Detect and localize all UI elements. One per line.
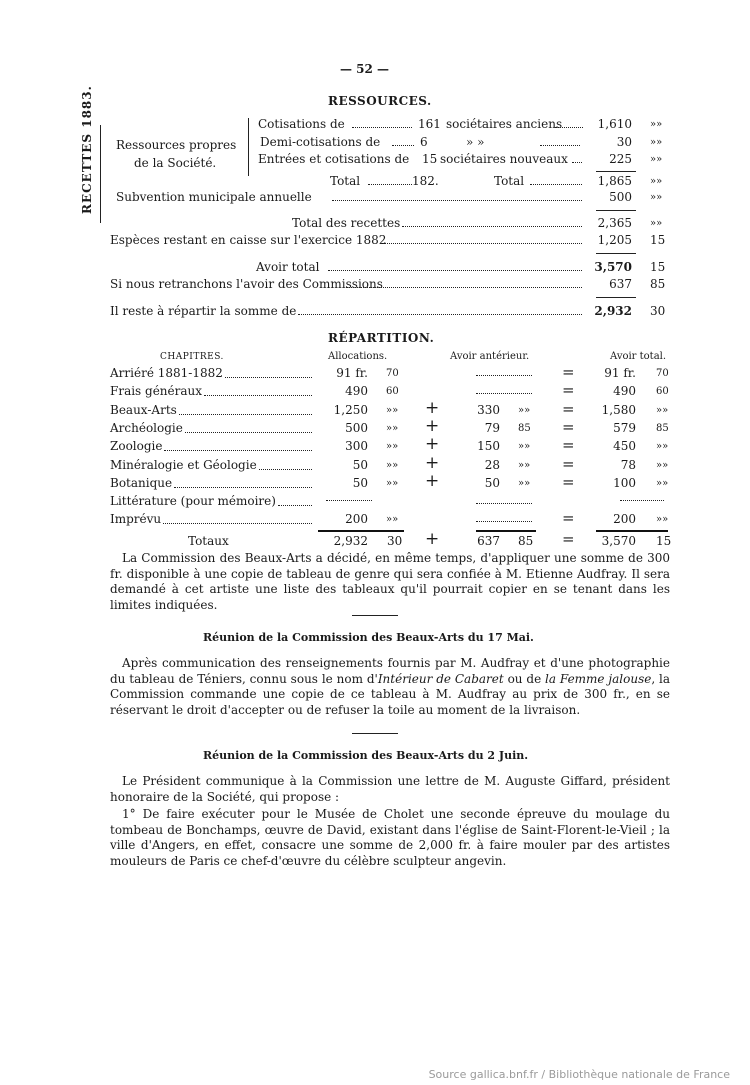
empty-dots	[476, 503, 532, 504]
totaux-equals-sign: =	[562, 530, 575, 548]
recettes-brace	[100, 125, 101, 223]
plus-sign: +	[425, 470, 440, 491]
leader-dots	[298, 314, 582, 315]
leader-dots	[380, 243, 582, 244]
leader-dots	[164, 450, 312, 451]
row-cents: »»	[650, 154, 663, 165]
total-cents: »»	[656, 404, 669, 416]
totaux-rule-tot	[596, 530, 668, 532]
leader-dots	[555, 127, 583, 128]
leader-dots	[185, 432, 312, 433]
retranchons-label: Si nous retranchons l'avoir des Commissions	[110, 277, 383, 291]
allocation-cents: »»	[386, 477, 399, 489]
chapitre-label: Beaux-Arts	[110, 402, 177, 417]
leader-dots	[163, 523, 312, 524]
anterieur-value: 330	[477, 402, 500, 417]
leader-dots	[352, 127, 412, 128]
repartition-title: RÉPARTITION.	[328, 331, 435, 345]
plus-sign: +	[425, 415, 440, 436]
paragraph-commission-decision: La Commission des Beaux-Arts a décidé, en même temps, d'appliquer une somme de 300 fr. disponible à une copie de tableau de genre qui sera confiée à M. Etienne Audfray. Il sera demandé à cet artiste une liste des tableaux qu'il pourrait copier en se tenant dans les limites indiquées.	[110, 551, 670, 612]
totaux-alloc-cents: 30	[387, 534, 403, 548]
anterieur-cents: »»	[518, 441, 531, 453]
equals-sign: =	[562, 436, 575, 455]
totaux-tot-cents: 15	[656, 534, 672, 548]
row-label: Entrées et cotisations de	[258, 152, 410, 166]
allocation-cents: »»	[386, 459, 399, 471]
leader-dots	[392, 145, 414, 146]
text-part: , la Commission commande une copie de ce tableau à M. Audfray au prix de 300 fr., en se réservant le droit d'accepter ou de refuser la toile au moment de la livraison.	[110, 671, 670, 717]
row-label: Demi-cotisations de	[260, 135, 381, 149]
row-desc: sociétaires anciens	[446, 117, 563, 131]
total-value: 91 fr.	[604, 366, 636, 380]
allocation-value: 50	[352, 457, 368, 472]
totaux-ant: 637	[477, 534, 500, 548]
chapitre-label: Frais généraux	[110, 384, 203, 399]
total-cents: 85	[656, 422, 669, 434]
leader-dots	[402, 226, 582, 227]
paragraph-proposition-1: 1° De faire exécuter pour le Musée de Cholet une seconde épreuve du moulage du tombeau de Bonchamps, œuvre de David, existant dans l'église de Saint-Florent-le-Vieil ; la ville d'Angers, en effet, consacre une somme de 2,000 fr. à faire mouler par des artistes mouleurs de Paris ce chef-d'œuvre du célèbre sculpteur angevin.	[110, 807, 670, 868]
equals-sign: =	[562, 454, 575, 473]
especes-amount: 1,205	[597, 233, 632, 247]
equals-sign: =	[562, 417, 575, 436]
leader-dots	[346, 287, 582, 288]
especes-cents: 15	[650, 233, 666, 247]
total-value: 200	[613, 512, 636, 527]
row-count: 161	[418, 117, 441, 131]
text-part: Après communication des renseignements fournis par M. Audfray et d'une photographie du tableau de Téniers, connu sous le nom d'	[110, 656, 670, 686]
total-value: 100	[613, 475, 636, 490]
avoir-cents: 15	[650, 260, 666, 274]
allocation-cents: 60	[386, 386, 399, 398]
total-recettes-label: Total des recettes	[292, 216, 401, 230]
total-amount: 1,865	[597, 174, 632, 188]
total-value: 450	[613, 439, 636, 454]
totaux-plus-sign: +	[425, 529, 440, 549]
sum-rule	[596, 297, 636, 298]
allocation-value: 500	[345, 420, 368, 435]
recettes-side-label: RECETTES 1883.	[80, 85, 94, 214]
total-value-1: 182.	[412, 174, 439, 188]
chapitre-label: Littérature (pour mémoire)	[110, 494, 276, 509]
group-label-line-2: de la Société.	[134, 156, 217, 170]
row-cents: »»	[650, 119, 663, 130]
especes-label: Espèces restant en caisse sur l'exercice 1882	[110, 233, 387, 247]
paragraph-17-mai	[110, 656, 670, 718]
page-number: — 52 —	[340, 62, 390, 76]
anterieur-value: 50	[484, 475, 500, 490]
row-amount: 30	[616, 135, 632, 149]
leader-dots	[174, 487, 312, 488]
chapitre-label: Minéralogie et Géologie	[110, 457, 257, 472]
avoir-amount: 3,570	[594, 260, 632, 274]
anterieur-value: 150	[477, 439, 500, 454]
row-count: 6	[420, 135, 428, 149]
total-recettes-amount: 2,365	[597, 216, 632, 230]
retranchons-amount: 637	[609, 277, 632, 291]
section-heading-17-mai: Réunion de la Commission des Beaux-Arts du 17 Mai.	[203, 631, 534, 644]
row-amount: 225	[609, 152, 632, 166]
subvention-amount: 500	[609, 190, 632, 204]
anterieur-cents: 85	[518, 422, 531, 434]
equals-sign: =	[562, 399, 575, 418]
header-chapitres: CHAPITRES.	[160, 352, 224, 362]
section-heading-2-juin: Réunion de la Commission des Beaux-Arts du 2 Juin.	[203, 749, 529, 762]
leader-dots	[259, 469, 312, 470]
totaux-label: Totaux	[188, 534, 229, 548]
source-footer: Source gallica.bnf.fr / Bibliothèque nationale de France	[428, 1068, 730, 1081]
allocation-cents: 70	[386, 368, 399, 379]
leader-dots	[540, 145, 580, 146]
row-cents: »»	[650, 137, 663, 148]
allocation-cents: »»	[386, 514, 399, 526]
retranchons-cents: 85	[650, 277, 666, 291]
plus-sign: +	[425, 452, 440, 473]
plus-sign: +	[425, 397, 440, 418]
empty-dots	[476, 393, 532, 394]
row-count: 15	[422, 152, 438, 166]
equals-sign: =	[562, 472, 575, 491]
chapitre-label: Zoologie	[110, 439, 163, 454]
chapitre-label: Archéologie	[110, 420, 183, 435]
painting-alt-title: la Femme jalouse	[545, 671, 652, 686]
allocation-cents: »»	[386, 422, 399, 434]
leader-dots	[530, 184, 582, 185]
ressources-title: RESSOURCES.	[328, 94, 432, 108]
leader-dots	[328, 270, 582, 271]
total-label-2: Total	[494, 174, 525, 188]
header-total: Avoir total.	[610, 351, 667, 362]
total-cents: »»	[656, 459, 669, 471]
total-value: 78	[620, 457, 636, 472]
paragraph-president-lettre: Le Président communique à la Commission une lettre de M. Auguste Giffard, président honoraire de la Société, qui propose :	[110, 774, 670, 804]
subvention-cents: »»	[650, 192, 663, 203]
reste-amount: 2,932	[594, 304, 632, 318]
painting-title: Intérieur de Cabaret	[377, 671, 504, 686]
total-cents: 60	[656, 386, 669, 398]
anterieur-cents: »»	[518, 459, 531, 471]
anterieur-cents: »»	[518, 404, 531, 416]
plus-sign: +	[425, 434, 440, 455]
totaux-tot: 3,570	[601, 534, 636, 548]
row-desc: » »	[466, 135, 485, 149]
total-value: 579	[613, 420, 636, 435]
anterieur-value: 28	[484, 457, 500, 472]
total-cents: 70	[656, 368, 669, 379]
leader-dots	[278, 505, 312, 506]
allocation-value: 300	[345, 439, 368, 454]
allocation-cents: »»	[386, 404, 399, 416]
empty-dots	[476, 521, 532, 522]
totaux-alloc: 2,932	[333, 534, 368, 548]
header-allocations: Allocations.	[328, 351, 388, 362]
anterieur-value: 79	[484, 420, 500, 435]
reste-cents: 30	[650, 304, 666, 318]
avoir-label: Avoir total	[256, 260, 320, 274]
subvention-label: Subvention municipale annuelle	[116, 190, 312, 204]
anterieur-cents: »»	[518, 477, 531, 489]
leader-dots	[368, 184, 412, 185]
totaux-rule-ant	[476, 530, 536, 532]
sum-rule	[596, 171, 636, 172]
text-part: ou de	[503, 671, 546, 686]
chapitre-label: Arriéré 1881-1882	[110, 366, 223, 380]
total-cents: »»	[656, 441, 669, 453]
section-separator	[352, 615, 398, 616]
group-label-line-1: Ressources propres	[116, 138, 237, 152]
allocation-value: 490	[345, 384, 368, 399]
allocation-value: 91 fr.	[336, 366, 368, 380]
total-recettes-cents: »»	[650, 218, 663, 229]
sum-rule	[596, 253, 636, 254]
totaux-rule-alloc	[318, 530, 404, 532]
leader-dots	[332, 200, 582, 201]
total-cents: »»	[656, 514, 669, 526]
empty-dots	[326, 500, 372, 501]
chapitre-label: Imprévu	[110, 512, 162, 527]
total-value: 490	[613, 384, 636, 399]
empty-dots	[620, 500, 664, 501]
section-separator	[352, 733, 398, 734]
total-cents: »»	[656, 477, 669, 489]
row-desc: sociétaires nouveaux	[440, 152, 568, 166]
empty-dots	[476, 375, 532, 376]
leader-dots	[225, 377, 312, 378]
equals-sign: =	[562, 509, 575, 528]
header-anterieur: Avoir antérieur.	[450, 351, 530, 362]
total-label-1: Total	[330, 174, 361, 188]
totaux-ant-cents: 85	[518, 534, 534, 548]
total-cents: »»	[650, 176, 663, 187]
chapitre-label: Botanique	[110, 475, 173, 490]
reste-label: Il reste à répartir la somme de	[110, 304, 297, 318]
allocation-cents: »»	[386, 441, 399, 453]
leader-dots	[204, 395, 312, 396]
allocation-value: 1,250	[333, 402, 368, 417]
equals-sign: =	[562, 381, 575, 400]
equals-sign: =	[562, 363, 575, 381]
row-amount: 1,610	[597, 117, 632, 131]
sum-rule	[596, 210, 636, 211]
group-brace	[248, 118, 249, 176]
allocation-value: 50	[352, 475, 368, 490]
row-label: Cotisations de	[258, 117, 345, 131]
total-value: 1,580	[601, 402, 636, 417]
leader-dots	[179, 414, 312, 415]
allocation-value: 200	[345, 512, 368, 527]
